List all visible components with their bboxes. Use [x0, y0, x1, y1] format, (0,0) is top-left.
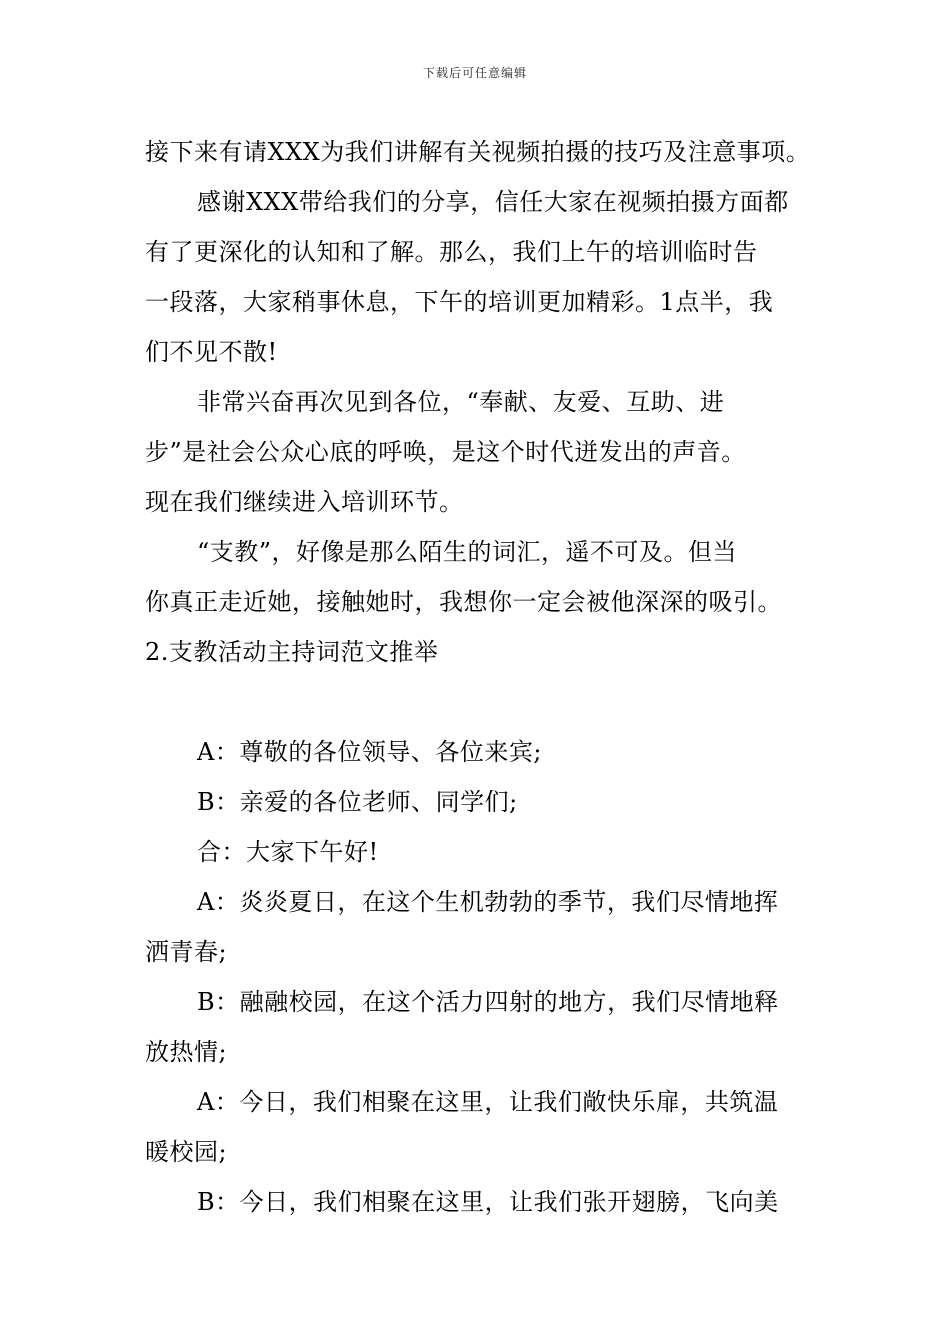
- dialogue-line: A：今日，我们相聚在这里，让我们敞快乐扉，共筑温: [197, 1088, 779, 1116]
- dialogue-line: B：今日，我们相聚在这里，让我们张开翅膀，飞向美: [197, 1188, 779, 1216]
- text-line: 一段落，大家稍事休息，下午的培训更加精彩。1点半，我: [145, 288, 774, 316]
- dialogue-line: B：亲爱的各位老师、同学们;: [197, 788, 518, 816]
- paragraph-start-line: “支教”，好像是那么陌生的词汇，遥不可及。但当: [197, 538, 738, 566]
- text-line: 现在我们继续进入培训环节。: [145, 488, 464, 516]
- section-heading: 2.支教活动主持词范文推举: [145, 638, 439, 666]
- dialogue-line: 合：大家下午好!: [197, 838, 379, 866]
- text-line: 接下来有请XXX为我们讲解有关视频拍摄的技巧及注意事项。: [145, 138, 811, 166]
- paragraph-start-line: 非常兴奋再次见到各位，“奉献、友爱、互助、进: [197, 388, 725, 416]
- text-line: 步”是社会公众心底的呼唤，是这个时代迸发出的声音。: [145, 438, 746, 466]
- blank-line: [145, 677, 815, 727]
- text-line: 你真正走近她，接触她时，我想你一定会被他深深的吸引。: [145, 588, 782, 616]
- document-body: [145, 127, 815, 1227]
- dialogue-line: A：尊敬的各位领导、各位来宾;: [197, 738, 542, 766]
- text-line: 们不见不散!: [145, 338, 278, 366]
- text-line: 洒青春;: [145, 938, 228, 966]
- page-header: 下载后可任意编辑: [422, 66, 527, 80]
- paragraph-start-line: 感谢XXX带给我们的分享，信任大家在视频拍摄方面都: [197, 188, 789, 216]
- text-line: 有了更深化的认知和了解。那么，我们上午的培训临时告: [145, 238, 758, 266]
- dialogue-line: B：融融校园，在这个活力四射的地方，我们尽情地释: [197, 988, 779, 1016]
- dialogue-line: A：炎炎夏日，在这个生机勃勃的季节，我们尽情地挥: [197, 888, 779, 916]
- text-line: 暖校园;: [145, 1138, 228, 1166]
- text-line: 放热情;: [145, 1038, 228, 1066]
